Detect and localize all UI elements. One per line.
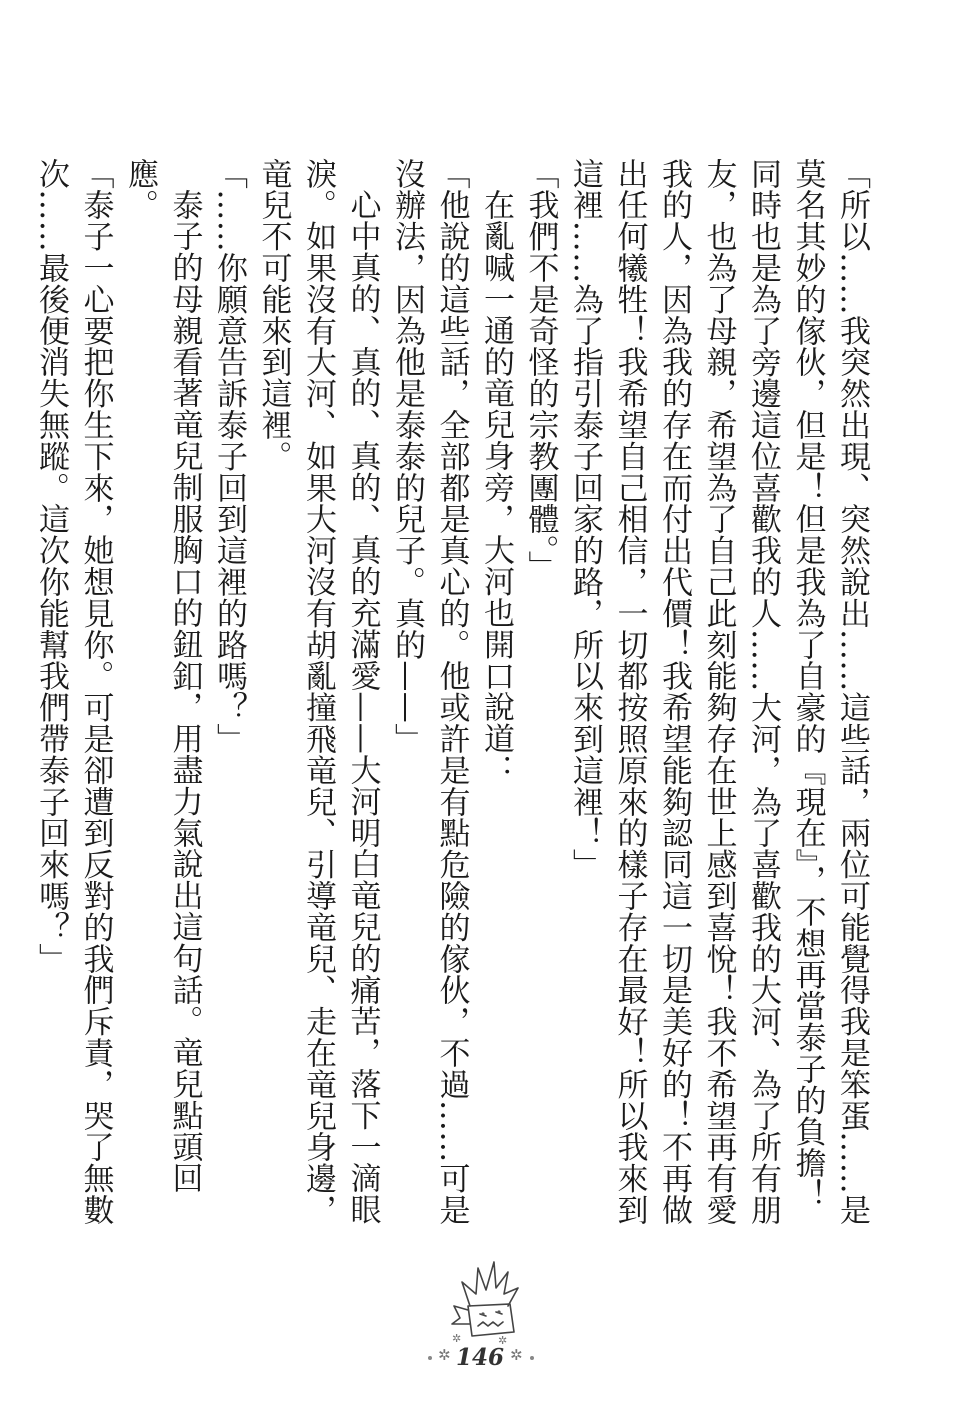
spiky-creature-icon: [448, 1248, 528, 1340]
paragraph-6: 「……你願意告訴泰子回到這裡的路嗎？」: [211, 158, 247, 755]
paragraph-3: 在亂喊一通的竜兒身旁，大河也開口說道：: [478, 189, 514, 786]
paragraph-5: 心中真的、真的、真的、真的充滿愛——大河明白竜兒的痛苦，落下一滴眼淚。如果沒有大河、如果大河沒有胡亂撞飛竜兒、引導竜兒、走在竜兒身邊，竜兒不可能來到這裡。: [255, 158, 381, 1226]
sparkle-icon: ✲: [498, 1334, 508, 1347]
sparkle-icon: ✲: [438, 1346, 451, 1364]
vertical-text-body: [33, 158, 874, 1240]
page-number: 146: [455, 1344, 504, 1371]
paragraph-7: 泰子的母親看著竜兒制服胸口的鈕釦，用盡力氣說出這句話。竜兒點頭回應。: [122, 158, 203, 1194]
paragraph-8: 「泰子一心要把你生下來，她想見你。可是卻遭到反對的我們斥責，哭了無數次……最後便消失無蹤。這次你能幫我們帶泰子回來嗎？」: [33, 158, 114, 1226]
sparkle-icon: ✲: [452, 1332, 462, 1345]
sparkle-icon: ✲: [510, 1346, 523, 1364]
paragraph-4: 「他說的這些話，全部都是真心的。他或許是有點危險的傢伙，不過……可是沒辦法，因為他是泰泰的兒子。真的——」: [389, 158, 470, 1226]
paragraph-2: 「我們不是奇怪的宗教團體。」: [522, 158, 559, 583]
paragraph-1: 「所以……我突然出現、突然說出……這些話，兩位可能覺得我是笨蛋……是莫名其妙的傢伙，但是！但是我為了自豪的『現在』，不想再當泰子的負擔！同時也是為了旁邊這位喜歡我的人……大河，為了喜歡我的大河、為了所有朋友，也為了母親，希望為了自己此刻能夠存在世上感到喜悅！我不希望再有愛我的人，因為我的存在而付出代價！我希望能夠認同這一切是美好的！不再做出任何犧牲！我希望自己相信，一切都按照原來的樣子存在最好！所以我來到這裡……為了指引泰子回家的路，所以來到這裡！」: [567, 158, 870, 1226]
